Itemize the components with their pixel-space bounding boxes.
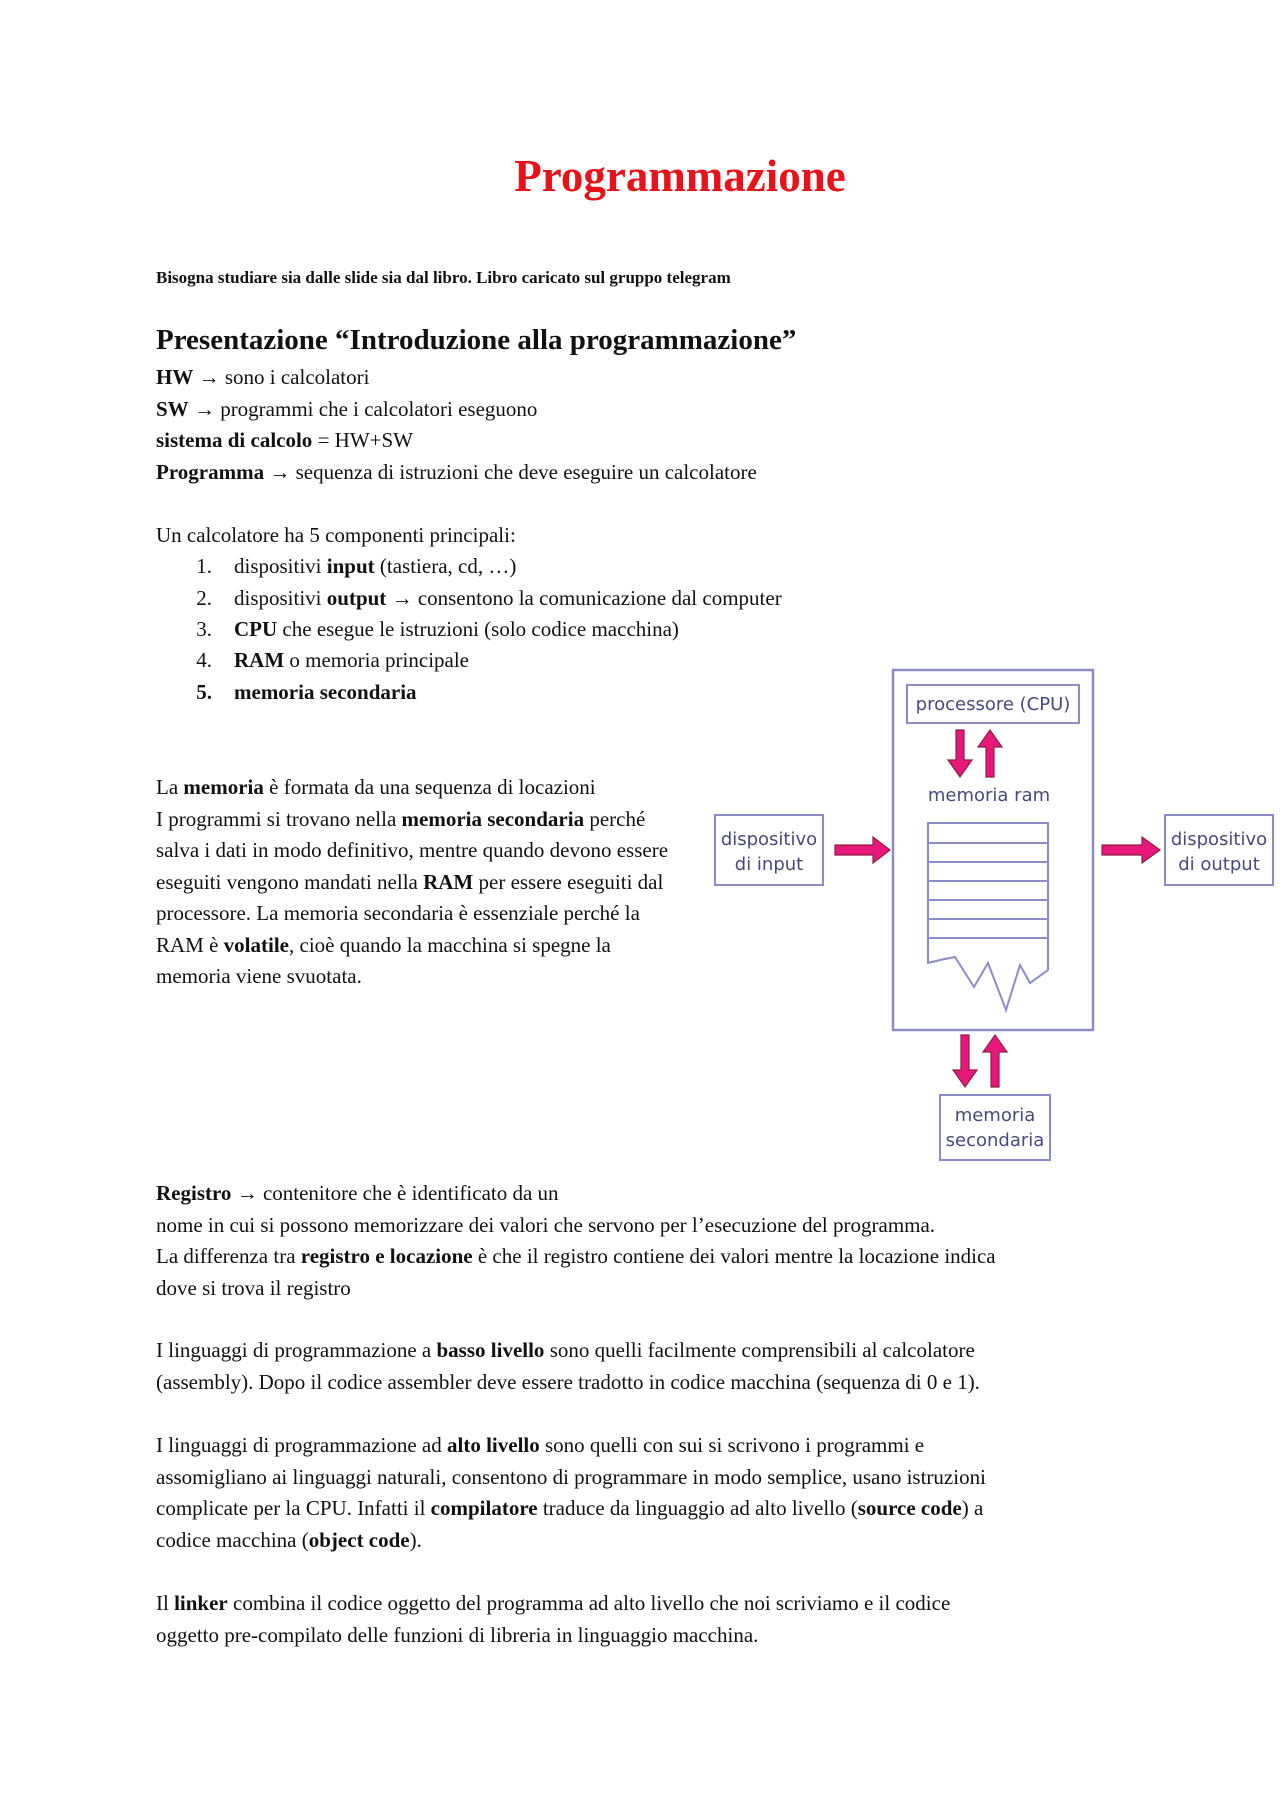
definition-sw: SW → programmi che i calcolatori eseguono bbox=[156, 397, 538, 421]
linker-paragraph: Il linker combina il codice oggetto del programma ad alto livello che noi scriviamo e il codice oggetto pre-compilato delle funzioni di libreria in linguaggio macchina. bbox=[156, 1591, 951, 1647]
ram-stack bbox=[928, 823, 1048, 1010]
list-number: 2. bbox=[196, 586, 212, 610]
output-label: di output bbox=[1178, 854, 1260, 875]
registro-paragraph: Registro → contenitore che è identificato da un nome in cui si possono memorizzare dei valori che servono per l’esecuzione del programma. La differenza tra registro e locazione è che il registro contiene dei valori mentre la locazione indica dove si trova il registro bbox=[156, 1181, 996, 1300]
page-title: Programmazione bbox=[514, 151, 846, 201]
definition-sistema: sistema di calcolo = HW+SW bbox=[156, 428, 413, 452]
list-number: 3. bbox=[196, 617, 212, 641]
components-intro: Un calcolatore ha 5 componenti principali: bbox=[156, 523, 516, 547]
ram-label: memoria ram bbox=[927, 785, 1051, 806]
definition-hw: HW → sono i calcolatori bbox=[156, 365, 370, 389]
study-note: Bisogna studiare sia dalle slide sia dal libro. Libro caricato sul gruppo telegram bbox=[156, 268, 731, 287]
list-number: 4. bbox=[196, 648, 212, 672]
list-item: memoria secondaria bbox=[234, 680, 417, 704]
list-item: dispositivi output → consentono la comunicazione dal computer bbox=[234, 586, 782, 610]
definition-programma: Programma → sequenza di istruzioni che deve eseguire un calcolatore bbox=[156, 460, 757, 484]
list-number: 5. bbox=[196, 680, 212, 704]
secondary-memory-label: secondaria bbox=[945, 1130, 1045, 1151]
cpu-label: processore (CPU) bbox=[915, 694, 1071, 715]
section-heading: Presentazione “Introduzione alla programmazione” bbox=[156, 324, 797, 356]
memory-paragraph: La memoria è formata da una sequenza di locazioni I programmi si trovano nella memoria secondaria perché salva i dati in modo definitivo, mentre quando devono essere eseguiti vengono mandati nella RAM per essere eseguiti dal processore. La memoria secondaria è essenziale perché la RAM è volatile, cioè quando la macchina si spegne la memoria viene svuotata. bbox=[156, 775, 669, 988]
arrow-down-icon bbox=[948, 730, 972, 777]
arrow-up-icon bbox=[983, 1035, 1007, 1087]
list-item: dispositivi input (tastiera, cd, …) bbox=[234, 554, 517, 578]
arrow-right-icon bbox=[1102, 837, 1160, 863]
secondary-memory-label: memoria bbox=[954, 1105, 1036, 1126]
list-item: RAM o memoria principale bbox=[234, 648, 470, 672]
computer-architecture-diagram bbox=[710, 665, 1280, 1175]
arrow-up-icon bbox=[978, 730, 1002, 777]
alto-livello-paragraph: I linguaggi di programmazione ad alto livello sono quelli con sui si scrivono i programmi e assomigliano ai linguaggi naturali, consentono di programmare in modo semplice, usano istruzioni complicate per la CPU. Infatti il compilatore traduce da linguaggio ad alto livello (source code) a codice macchina (object code). bbox=[156, 1433, 986, 1552]
input-label: di input bbox=[734, 854, 804, 875]
list-number: 1. bbox=[196, 554, 212, 578]
basso-livello-paragraph: I linguaggi di programmazione a basso livello sono quelli facilmente comprensibili al calcolatore (assembly). Dopo il codice assembler deve essere tradotto in codice macchina (sequenza di 0 e 1). bbox=[156, 1338, 980, 1394]
arrow-down-icon bbox=[953, 1035, 977, 1087]
input-label: dispositivo bbox=[720, 829, 818, 850]
output-label: dispositivo bbox=[1170, 829, 1268, 850]
arrow-right-icon bbox=[835, 837, 890, 863]
list-item: CPU che esegue le istruzioni (solo codice macchina) bbox=[234, 617, 679, 641]
